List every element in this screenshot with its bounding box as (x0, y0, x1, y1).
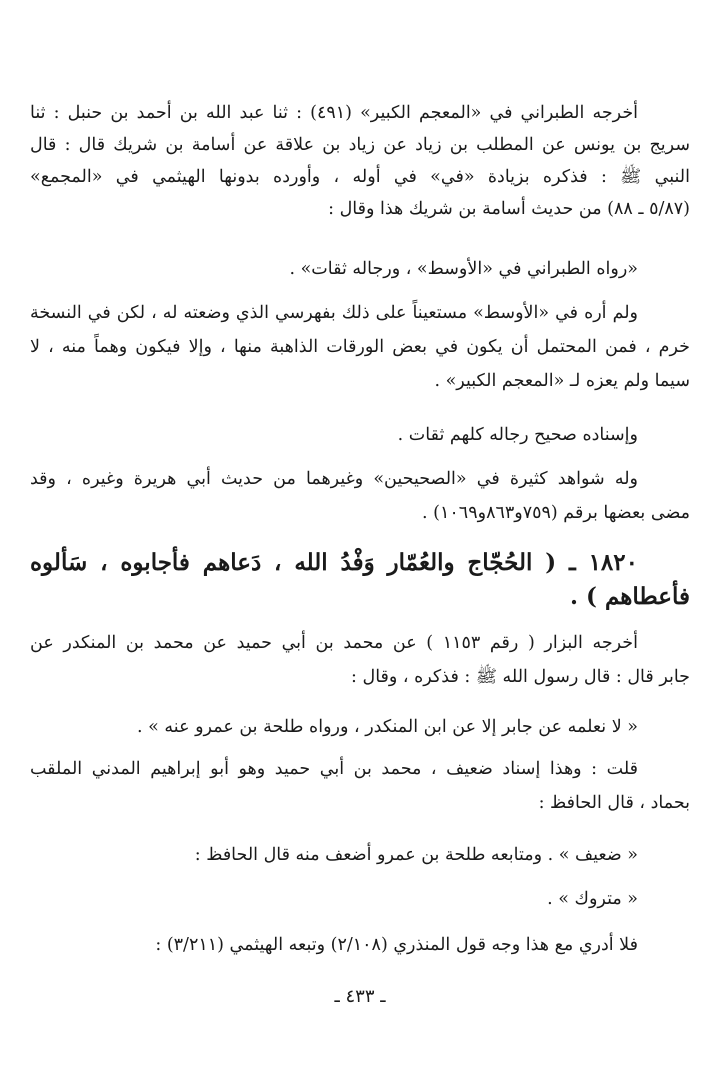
quote-line: « لا نعلمه عن جابر إلا عن ابن المنكدر ، ورواه طلحة بن عمرو عنه » . (137, 717, 638, 737)
quote-line: «رواه الطبراني في «الأوسط» ، ورجاله ثقات» . (289, 259, 638, 279)
quote-line: « متروك » . (547, 889, 638, 909)
paragraph-line: بحماد ، قال الحافظ : (538, 793, 690, 813)
quote-line: « ضعيف » . ومتابعه طلحة بن عمرو أضعف منه قال الحافظ : (194, 845, 638, 865)
paragraph-line: خرم ، فمن المحتمل أن يكون في بعض الورقات الذاهبة منها ، وإلا فيكون وهماً منه ، لا (30, 337, 690, 357)
paragraph-line: أخرجه الطبراني في «المعجم الكبير» (٤٩١) : ثنا عبد الله بن أحمد بن حنبل : ثنا (30, 103, 638, 123)
paragraph-line: قلت : وهذا إسناد ضعيف ، محمد بن أبي حميد وهو أبو إبراهيم المدني الملقب (30, 759, 638, 779)
paragraph-line: وله شواهد كثيرة في «الصحيحين» وغيرهما من حديث أبي هريرة وغيره ، وقد (30, 469, 638, 489)
paragraph-line: فلا أدري مع هذا وجه قول المنذري (٢/١٠٨) وتبعه الهيثمي (٣/٢١١) : (155, 935, 638, 955)
paragraph-line: النبي ﷺ : فذكره بزيادة «في» في أوله ، وأورده بدونها الهيثمي في «المجمع» (30, 167, 690, 187)
paragraph-line: مضى بعضها برقم (٧٥٩و٨٦٣و١٠٦٩) . (422, 503, 690, 523)
paragraph-line: جابر قال : قال رسول الله ﷺ : فذكره ، وقال : (351, 667, 690, 687)
paragraph-line: وإسناده صحيح رجاله كلهم ثقات . (397, 425, 638, 445)
hadith-heading: فأعطاهم ) . (570, 583, 690, 610)
paragraph-line: (٥/٨٧ ـ ٨٨) من حديث أسامة بن شريك هذا وقال : (328, 199, 690, 219)
paragraph-line: أخرجه البزار ( رقم ١١٥٣ ) عن محمد بن أبي حميد عن محمد بن المنكدر عن (30, 633, 638, 653)
page-number: ـ ٤٣٣ ـ (334, 986, 386, 1007)
hadith-heading: ١٨٢٠ ـ ( الحُجّاج والعُمّار وَفْدُ الله ، دَعاهم فأجابوه ، سَألوه (30, 549, 638, 576)
paragraph-line: سيما ولم يعزه لـ «المعجم الكبير» . (434, 371, 690, 391)
paragraph-line: ولم أره في «الأوسط» مستعيناً على ذلك بفهرسي الذي وضعته له ، لكن في النسخة (30, 303, 638, 323)
paragraph-line: سريج بن يونس عن المطلب بن زياد عن زياد بن علاقة عن أسامة بن شريك قال : قال (30, 135, 690, 155)
